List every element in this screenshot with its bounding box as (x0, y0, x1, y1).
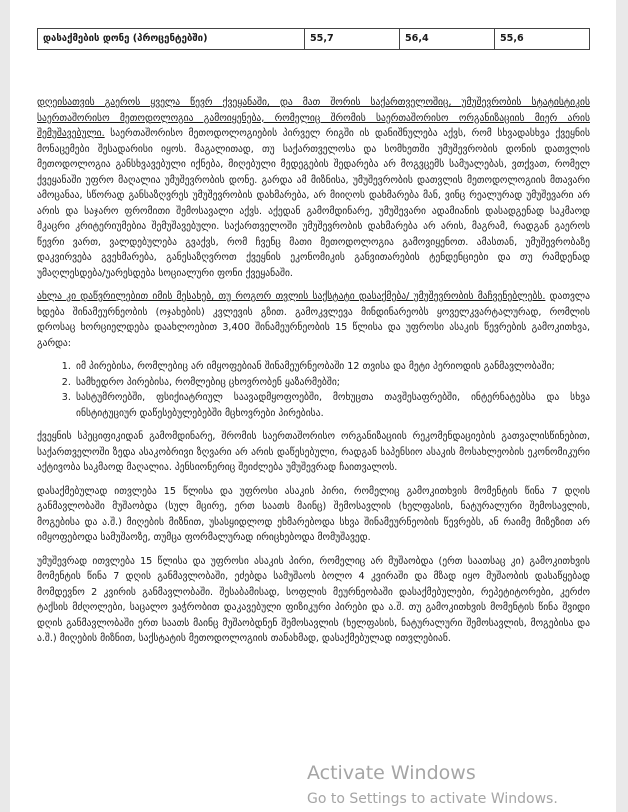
list-item: 3. სასტუმროებში, ფსიქიატრიულ საავადმყოფოებში, მოხუცთა თავშესაფრებში, ინტერნატებსა და სხვა ინსტიტუციურ დაწესებულებებში მცხოვრები პირებისა. (74, 390, 590, 421)
paragraph-survey (37, 289, 590, 351)
table-cell-value: 56,4 (399, 29, 494, 50)
list-item: 1. იმ პირებისა, რომლებიც არ იმყოფებიან შინამეურნეობაში 12 თვისა და მეტი პერიოდის განმავლობაში; (74, 359, 590, 375)
paragraph-employed-definition: დასაქმებულად ითვლება 15 წლისა და უფროსი ასაკის პირი, რომელიც გამოკითხვის მომენტის წინა 7 დღის განმავლობაში მუშაობდა (სულ მცირე, ერთ საათს მაინც) შემოსავლის (ხელფასის, ნატურალური შემოსავლის, მოგებისა და ა.შ.) მიღების მიზნით, უსასყიდლოდ ეხმარებოდა სხვა შინამეურნეობის წევრებს, ან რაიმე მიზეზით არ იმყოფებოდა სამუშაოზე, თუმცა ფორმალურად ირიცხებოდა მომუშავედ. (37, 485, 590, 543)
exclusion-list (37, 359, 590, 421)
employment-rate-table (37, 28, 590, 50)
activation-watermark (307, 764, 558, 806)
table-cell-value: 55,6 (494, 29, 589, 50)
table-cell-value: 55,7 (304, 29, 399, 50)
paragraph-methodology (37, 95, 590, 281)
paragraph-body: დათვლა ხდება შინამეურნეობის (ოჯახების) კვლევის გზით. გამოკვლევა მინდინარეობს ყოველკვარტალურად, რომლის დროსაც ხორციელდება დაახლოებით 3,400 შინამეურნეობის 15 წლისა და უფროსი ასაკის წევრების გამოკითხვა, გარდა: (37, 291, 591, 349)
document-page (10, 0, 616, 812)
paragraph-unemployed-definition: უმუშევრად ითვლება 15 წლისა და უფროსი ასაკის პირი, რომელიც არ მუშაობდა (ერთ საათსაც კი) გამოკითხვის მომენტის წინა 7 დღის განმავლობაში, ეძებდა სამუშაოს ბოლო 4 კვირაში და მზად იყო მუშაობის დასაწყებად მომდევნო 2 კვირის განმავლობაში. შესაბამისად, სოფლის მეურნეობაში დასაქმებულები, რეპეტიტორები, კერძო ტაქსის მძღოლები, საცალო ვაჭრობით დაკავებული ფიზიკური პირები და ა.შ. თუ გამოკითხვის მომენტის წინა შვიდი დღის განმავლობაში ერთ საათს მაინც მუშაობდნენ შემოსავლის (ხელფასის, ნატურალური შემოსავლის, მოგებისა და ა.შ.) მიღების მიზნით, საქსტატის მეთოდოლოგიის თანახმად, დასაქმებულად ითვლებიან. (37, 555, 590, 644)
table-row-label: დასაქმების დონე (პროცენტებში) (38, 29, 305, 50)
list-item: 2. სამხედრო პირებისა, რომლებიც ცხოვრობენ ყაზარმებში; (74, 375, 590, 391)
paragraph-body: საერთაშორისო მეთოდოლოგიების პირველ რიგში ის დანიშნულება აქვს, რომ სხვადასხვა ქვეყნის მონაცემები შესადარისი იყოს. მაგალითად, თუ საქართველოსა და სომხეთში უმუშევრობის დონის დათვლის მეთოდოლოგია განსხვავებული იქნება, მიღებული მედეგების შედარება არ მოგვცემს სამუალებას, ვთქვათ, რომელ ქვეყანაში უფრო მაღალია უმუშევრობის დონე. გარდა ამ მიზნისა, უმუშევრობის დათვლის მეთოდოლოგიის მთავარი ამოცანაა, სწორად განსაზღვრეს უმუშევრობის დახმარება, არ მიიღოს დახმარება მან, ვინც რეალურად უმუშევარი არ არის და საჯარო ფრომითი შემოსავალი აქვს. აქედან გამომდინარე, უმუშევარი ადამიანის დასადგენად საკმაოდ მკაცრი კრიტერიუმებია შემუშავებული. საქართველოში უმუშევრობის დახმარება არ არის, მაგრამ, რადგან გაეროს წევრი ვართ, ვალდებულება გვაქვს, რომ ჩვენც მათი მეთოდოლოგია გამოვიყენოთ. ამასთან, უმუშევრობაზე დაკვირვება გვეხმარება, განესაზღვროთ ქვეყნის ეკონომიკის განვითარების ტენდენციები და თუ რამდენად უმაღლესდება/უარესდება სოციალური ფონი ქვეყანაში. (37, 128, 590, 279)
watermark-subtitle: Go to Settings to activate Windows. (307, 791, 558, 807)
paragraph-lead: ახლა კი დაწვრილებით იმის მესახებ, თუ როგორ თვლის საქსტატი დასაქმება/ უმუშევრობის მაჩვენებლებს. (37, 291, 546, 302)
document-content (37, 28, 590, 647)
paragraph-lead: დღეისათვის გაეროს ყველა წევრ ქვეყანაში, და მათ შორის საქართველოშიც, უმუშევრობის სტატისტიკის საერთაშორისო მეთოდოლოგია გამოიყენება, რომელიც შრომის საერთაშორისო ორგანიზაციის მიერ არის შემუშავებული. (37, 97, 590, 139)
watermark-title: Activate Windows (307, 762, 476, 784)
table-row (38, 29, 590, 50)
paragraph-age-limit: ქვეყნის სპეციფიკიდან გამომდინარე, შრომის საერთაშორისო ორგანიზაციის რეკომენდაციების გათვალისწინებით, საქართველოში ზედა ასაკობრივი ზღვარი არ არის დაწესებული, რადგან საპენსიო ასაკის მოსახლეობის ეკონომიკური აქტივობა საკმაოდ მაღალია. პენსიონერიც შეიძლება უმუშევრად ჩაითვალოს. (37, 431, 590, 473)
